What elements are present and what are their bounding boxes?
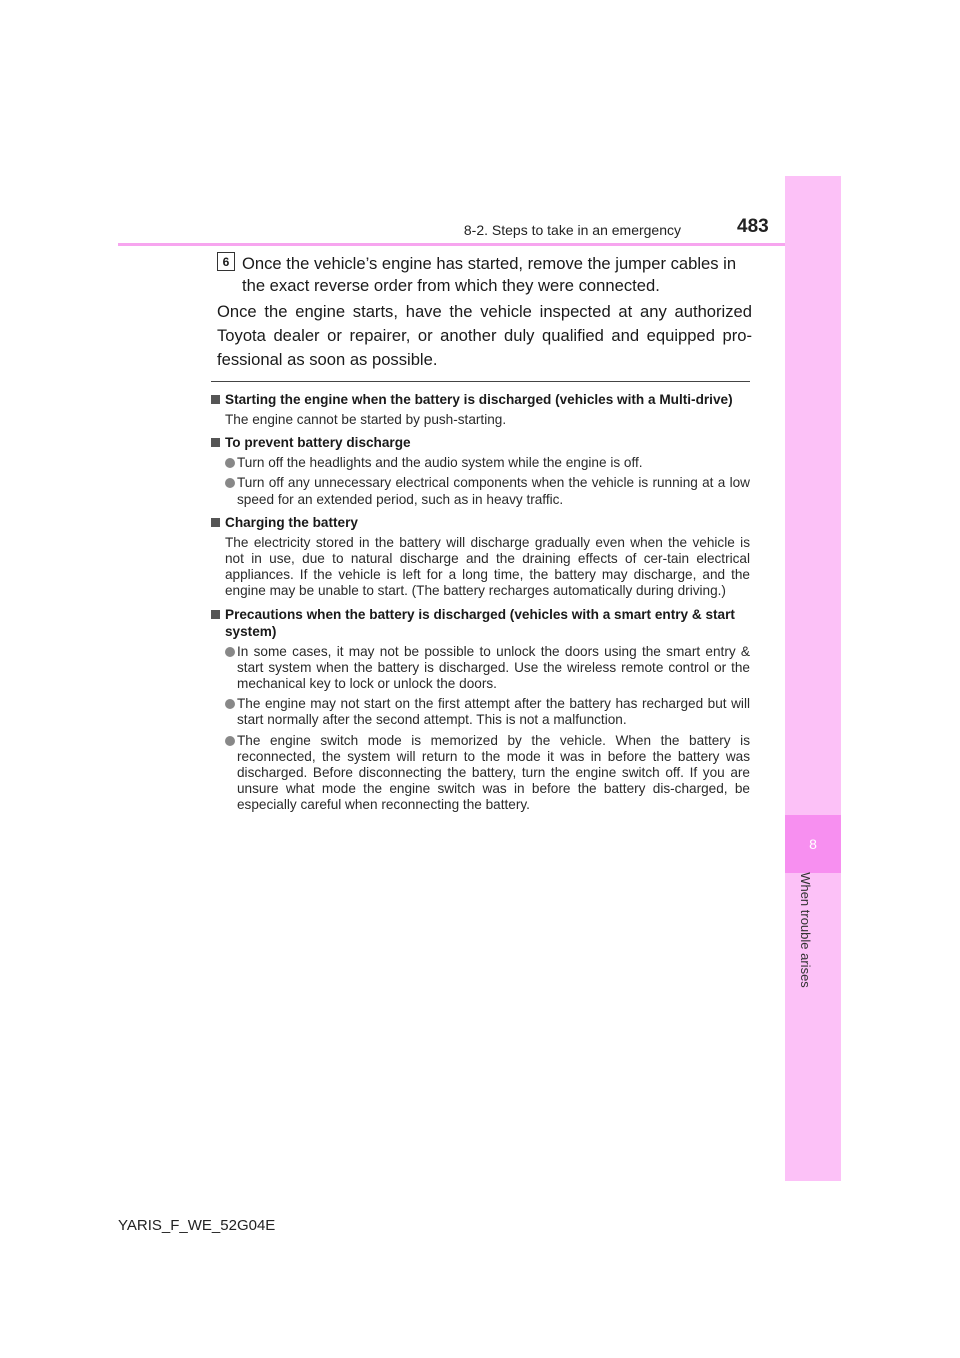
note-title — [211, 434, 750, 451]
note-title-text: Starting the engine when the battery is discharged (vehicles with a Multi-drive) — [225, 392, 733, 407]
section-divider — [211, 381, 750, 382]
note-title — [211, 514, 750, 531]
circle-bullet-icon — [225, 647, 235, 657]
bullet-item — [211, 644, 750, 693]
chapter-number-box: 8 — [785, 815, 841, 873]
chapter-label: When trouble arises — [798, 872, 813, 988]
page-number: 483 — [737, 216, 769, 237]
bullet-item — [211, 455, 750, 471]
note-title-text: Charging the battery — [225, 514, 358, 530]
bullet-item — [211, 733, 750, 814]
note-title — [211, 391, 750, 408]
bullet-text: In some cases, it may not be possible to unlock the doors using the smart entry & start system when the battery is discharged. Use the wireless remote control or the mechanical key to lock or unlock the doors. — [237, 643, 750, 692]
note-body: The electricity stored in the battery will discharge gradually even when the vehicle is not in use, due to natural discharge and the draining effects of cer-tain electrical appliances. If the vehicle is left for a long time, the battery may discharge, and the engine may be unable to start. (The battery recharges automatically during driving.) — [225, 534, 750, 599]
note-title — [211, 606, 750, 640]
step-text: Once the vehicle’s engine has started, remove the jumper cables in the exact reverse order from which they were connected. — [242, 254, 737, 295]
notes-section — [211, 391, 750, 814]
note-title-text: Precautions when the battery is discharged (vehicles with a smart entry & start system) — [225, 606, 735, 639]
circle-bullet-icon — [225, 458, 235, 468]
step-number-box: 6 — [217, 252, 235, 271]
chapter-side-tab — [785, 176, 841, 1181]
square-bullet-icon — [211, 438, 220, 447]
bullet-text: The engine switch mode is memorized by the vehicle. When the battery is reconnected, the system will return to the mode it was in before the battery was discharged. Before disconnecting the battery, turn the engine switch off. If you are unsure what mode the engine switch was in before the battery dis-charged, be especially careful when reconnecting the battery. — [237, 732, 750, 813]
step-note: Once the engine starts, have the vehicle inspected at any authorized Toyota dealer or repairer, or another duly qualified and equipped pro-fessional as soon as possible. — [217, 302, 752, 369]
square-bullet-icon — [211, 518, 220, 527]
bullet-item — [211, 475, 750, 507]
circle-bullet-icon — [225, 478, 235, 488]
note-title-text: To prevent battery discharge — [225, 435, 411, 451]
header-rule — [118, 243, 785, 246]
square-bullet-icon — [211, 395, 220, 404]
square-bullet-icon — [211, 610, 220, 619]
bullet-text: Turn off the headlights and the audio system while the engine is off. — [237, 455, 643, 471]
bullet-text: The engine may not start on the first attempt after the battery has recharged but will start normally after the second attempt. This is not a malfunction. — [237, 696, 750, 728]
document-code: YARIS_F_WE_52G04E — [118, 1217, 276, 1234]
note-body: The engine cannot be started by push-starting. — [225, 412, 507, 427]
bullet-item — [211, 696, 750, 728]
circle-bullet-icon — [225, 699, 235, 709]
circle-bullet-icon — [225, 736, 235, 746]
bullet-text: Turn off any unnecessary electrical components when the vehicle is running at a low speed for an extended period, such as in heavy traffic. — [237, 475, 750, 507]
section-title: 8-2. Steps to take in an emergency — [463, 222, 681, 238]
